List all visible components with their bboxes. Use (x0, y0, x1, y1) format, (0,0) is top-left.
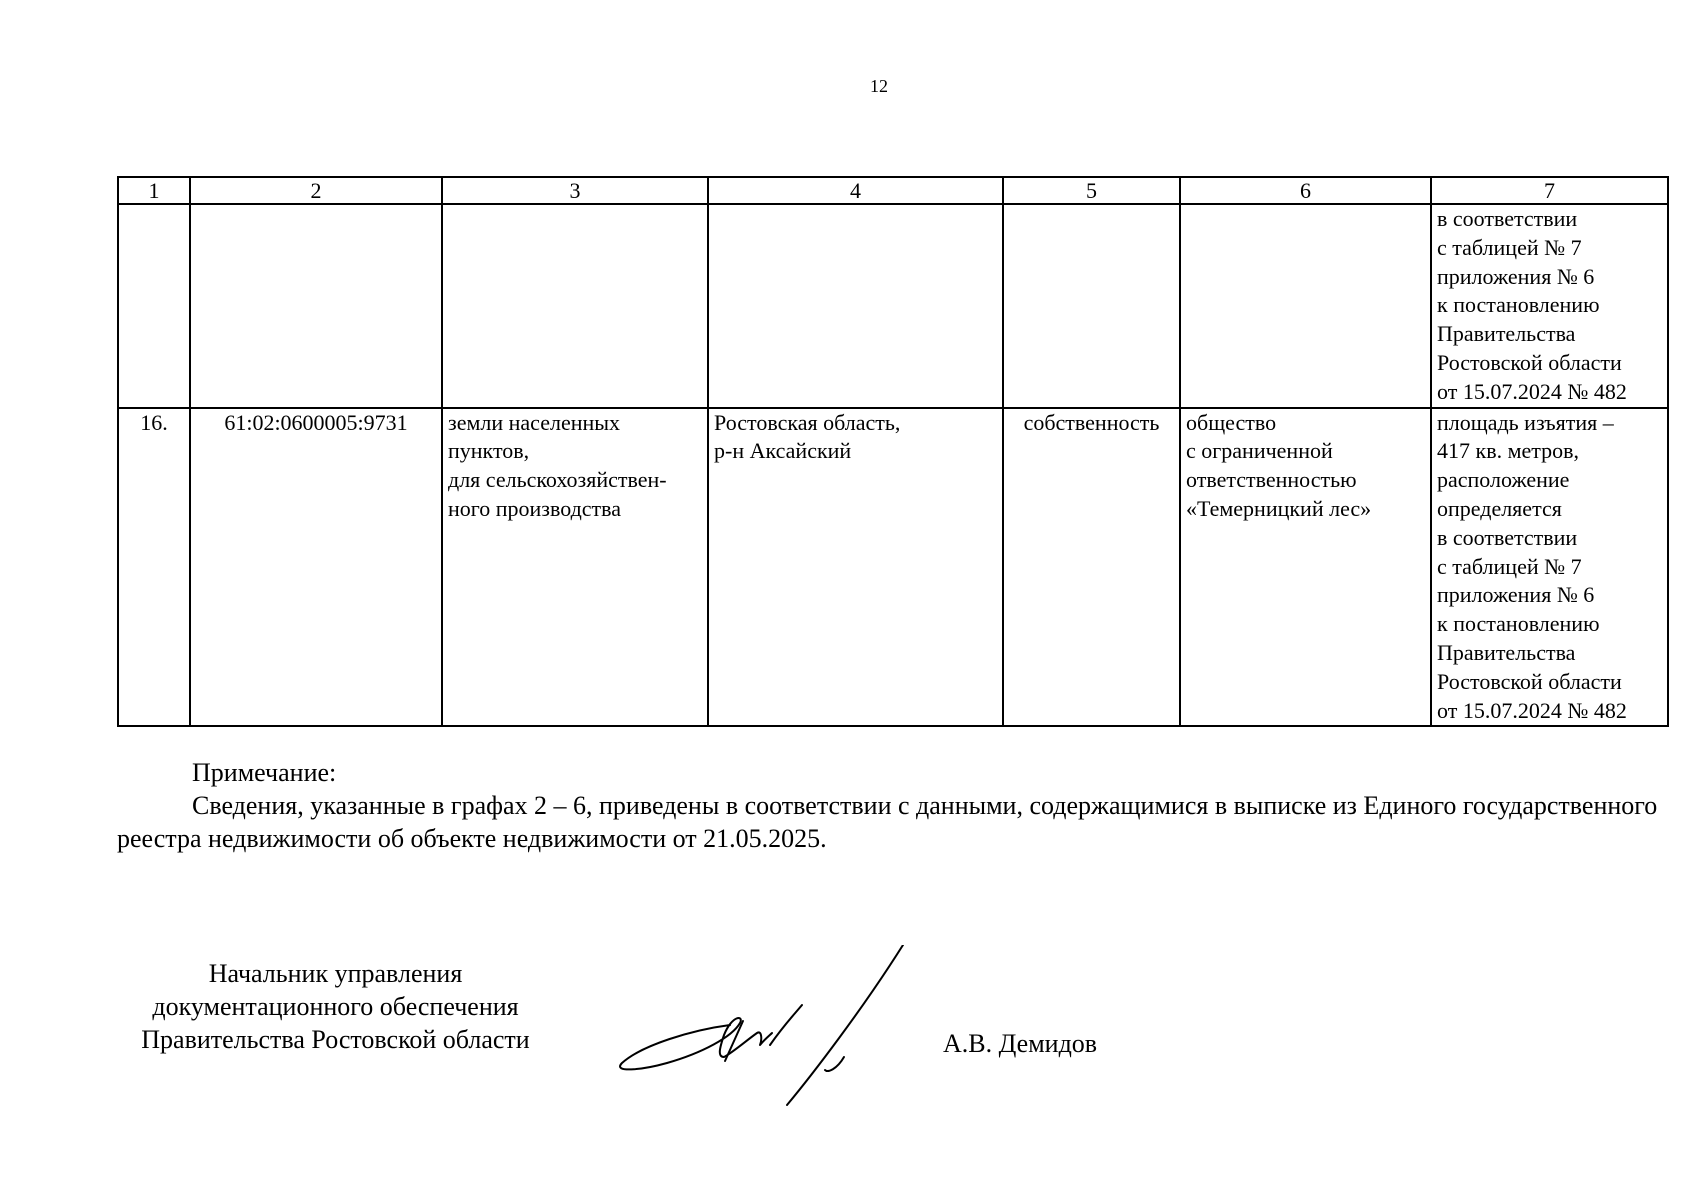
land-category: земли населенных пунктов, для сельскохозяйствен- ного производства (442, 408, 708, 727)
table-cell-notes: в соответствии с таблицей № 7 приложения № 6 к постановлению Правительства Ростовской области от 15.07.2024 № 482 (1431, 204, 1668, 408)
column-header: 7 (1431, 177, 1668, 204)
table-cell (1180, 204, 1431, 408)
signature-image (612, 945, 912, 1110)
column-header: 5 (1003, 177, 1180, 204)
land-plot-table (117, 176, 1669, 727)
signer-name: А.В. Демидов (943, 1029, 1098, 1058)
right-type: собственность (1003, 408, 1180, 727)
table-cell (708, 204, 1003, 408)
column-header: 2 (190, 177, 442, 204)
table-cell (118, 204, 190, 408)
table-row-16 (118, 408, 1668, 727)
cadastral-number: 61:02:0600005:9731 (190, 408, 442, 727)
address: Ростовская область, р-н Аксайский (708, 408, 1003, 727)
table-row-continuation (118, 204, 1668, 408)
page-number: 12 (870, 76, 888, 96)
column-header: 6 (1180, 177, 1431, 204)
signer-title: Начальник управления документационного обеспечения Правительства Ростовской области (141, 959, 530, 1054)
note-block (117, 756, 1662, 855)
table-header-row (118, 177, 1668, 204)
column-header: 4 (708, 177, 1003, 204)
table-cell (190, 204, 442, 408)
column-header: 3 (442, 177, 708, 204)
column-header: 1 (118, 177, 190, 204)
table-cell (442, 204, 708, 408)
owner: общество с ограниченной ответственностью «Темерницкий лес» (1180, 408, 1431, 727)
note-label: Примечание: (192, 758, 337, 787)
row-number: 16. (118, 408, 190, 727)
table-cell (1003, 204, 1180, 408)
note-text: Сведения, указанные в графах 2 – 6, приведены в соответствии с данными, содержащимися в выписке из Единого государственного реестра недвижимости об объекте недвижимости от 21.05.2025. (117, 791, 1658, 853)
table-cell-notes: площадь изъятия – 417 кв. метров, расположение определяется в соответствии с таблицей № 7 приложения № 6 к постановлению Правительства Ростовской области от 15.07.2024 № 482 (1431, 408, 1668, 727)
